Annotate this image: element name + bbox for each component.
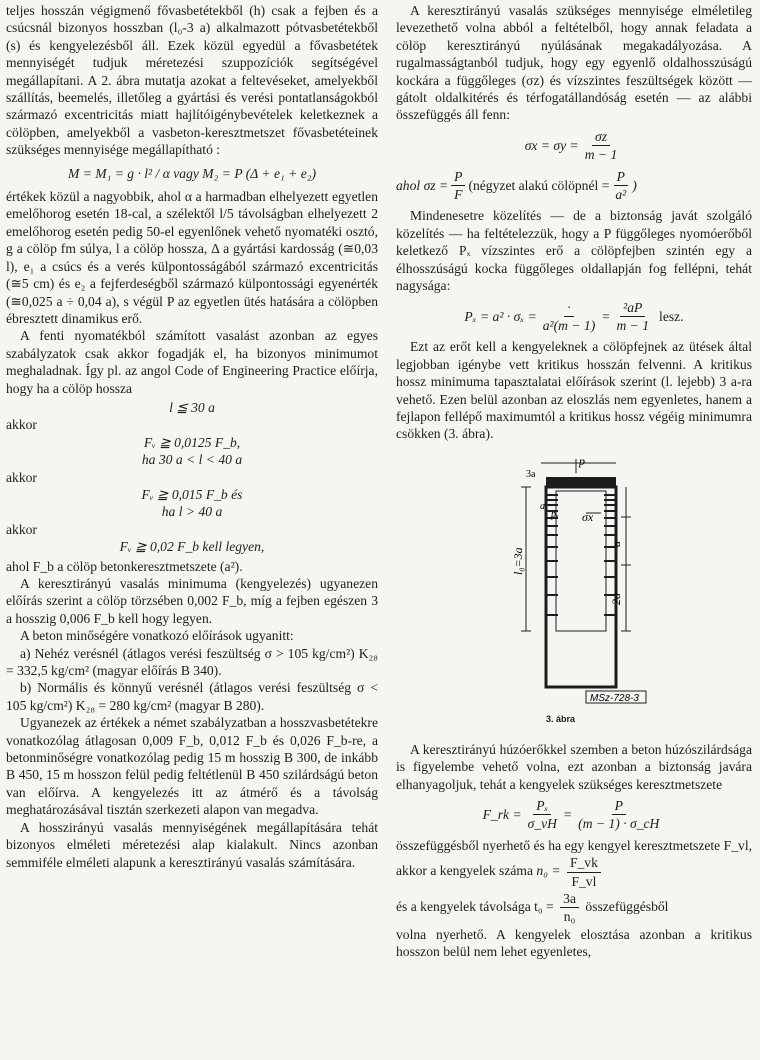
condition-formula: l ≦ 30 a — [169, 399, 215, 415]
fraction — [612, 168, 629, 204]
eq-text: σx = σy = — [524, 138, 579, 154]
akkor-label: akkor — [6, 417, 37, 433]
denominator: m − 1 — [616, 317, 650, 333]
pile-diagram — [396, 455, 752, 705]
numerator: P — [612, 797, 626, 815]
eq-text: ) — [632, 177, 637, 193]
numerator: σz — [592, 128, 610, 146]
eq-text: = — [562, 807, 573, 823]
equation-sigma-z — [396, 168, 752, 204]
paragraph — [396, 890, 752, 926]
label-a-small: a — [540, 500, 545, 512]
paragraph: Mindenesetre közelítés — de a biztonság javát szolgáló közelítés — ha feltételezzük, hogy a P függőleges nyomóerőből keletkező Pₓ vízszintes erő a cölöpfejben szintén egy a élhosszúságú kocka függőleges oldallapján fog fellépni, tehát nagysága: — [396, 208, 752, 294]
fraction — [613, 299, 652, 335]
figure-3 — [396, 455, 752, 735]
eq-text: Pₓ = a² · σₓ = — [464, 308, 537, 324]
eq-text: (négyzet alakú cölöpnél = — [468, 177, 610, 193]
right-column — [396, 2, 752, 961]
paragraph: értékek közül a nagyobbik, ahol α a harmadban elhelyezett egyetlen emelőhorog esetén 18-cal, a szélektől l/5 távolságban elhelyezett 2 emelőhorog esetén pedig 50-el egyenlőnek vehető nyomatéki osztó, g a cölöp fm súlya, l a cölöp hossza, Δ a gyártási kardosság (≅0,03 l), e₁ a csúcs és a verés külpontosságából származó excentricitás (≅5 cm) és e₂ a fejferdeségből származó külpontossági egyenérték (≅0,025 a ÷ 0,04 a), s végül P az egyetlen ütés hatására a cölöpben ébresztett dinamikus erő. — [6, 189, 378, 326]
fraction — [540, 299, 599, 335]
denominator: m − 1 — [584, 147, 618, 163]
denominator: (m − 1) · σ_cH — [578, 816, 660, 832]
equation-frk — [396, 797, 752, 833]
numerator: F_vk — [567, 854, 601, 872]
eq-text: lesz. — [659, 308, 684, 324]
akkor-label: akkor — [6, 521, 37, 537]
label-a: a — [609, 540, 623, 547]
text-run: összefüggésből nyerhető és ha egy kengyel keresztmetszete F_vl, akkor a kengyelek száma — [396, 837, 752, 879]
label-3a: 3a — [526, 468, 536, 480]
numerator: Pₓ — [533, 797, 551, 815]
fraction — [451, 168, 465, 204]
fraction — [567, 854, 601, 890]
paragraph: A keresztirányú vasalás szükséges mennyisége elméletileg levezethető volna abból a feltételből, hogy annak feladata a cölöp keresztirányú nyúlásának megakadályozása. A rugalmasságtanból tudjuk, hogy egy egyenlő oldalhosszúságú kockára a függőleges (σz) és vízszintes feszültségek között — gátolt oldalkitérés és térfogatállandóság esetén — az alábbi összefüggés áll fenn: — [396, 3, 752, 123]
equation-px — [396, 299, 752, 335]
stamp-text: MSz-728-3 — [590, 692, 639, 704]
paragraph: a) Nehéz verésnél (átlagos verési feszültség σ > 105 kg/cm²) K₂₈ = 332,5 kg/cm² (magyar előírás B 340). — [6, 645, 378, 679]
condition-formula: Fᵥ ≧ 0,0125 F_b, — [143, 434, 241, 450]
condition-formula: Fᵥ ≧ 0,015 F_b és — [141, 486, 243, 502]
paragraph: A keresztirányú vasalás minimuma (kengyelezés) ugyanezen előírás szerint a cölöp törzsében 0,002 F_b, míg a fejben egészen 3 a hosszig 0,006 F_b kell hogy legyen. — [6, 576, 378, 626]
paragraph: volna nyerhető. A kengyelek elosztása azonban a kritikus hosszon belül nem lehet egyenletes, — [396, 926, 752, 960]
denominator: n₀ — [563, 909, 576, 925]
fraction — [560, 890, 579, 926]
condition-formula: ha l > 40 a — [161, 504, 223, 520]
paragraph: A fenti nyomatékból számított vasalást azonban az egyes szabályzatok csak akkor fogadják el, ha bizonyos minimumot meghaladnak. Így pl. az angol Code of Engineering Practice előírja, hogy ha a cölöp hossza — [6, 328, 378, 396]
left-column — [6, 2, 378, 871]
paragraph: ahol F_b a cölöp betonkeresztmetszete (a²). — [6, 558, 243, 574]
paragraph: Ezt az erőt kell a kengyeleknek a cölöpfejnek az ütések által legjobban igénybe vett kritikus hosszán felvenni. A kritikus hossz minimuma tapasztalatai előírások szerint (l. lejebb) 3 a-ra vehető. Ezen belül azonban az eloszlás nem egyenletes, hanem a fejlapon fellépő maximumtól a kritikus hossz végéig minimumra csökken (3. ábra). — [396, 339, 752, 442]
paragraph: teljes hosszán végigmenő fővasbetétekből (h) csak a fejben és a csúcsnál bizonyos hosszban (l₀-3 a) alkalmazott pótvasbetétekből (s) és kengyelezésből áll. Ezek közül egyedül a fővasbetétek mennyiségét tudjuk méretezési szuppozíciók segítségével megállapítani. A 2. ábra mutatja azokat a feltevéseket, amelyekből szállítás, beemelés, illetőleg a gyártási és verési pontatlanságokból származó excentricitás miatt hajlítóigénybevételek keletkeznek a cölöpben, amelyekből a vasbeton-keresztmetszet fővasbetéteinek szükséges mennyisége megállapítható : — [6, 3, 378, 158]
text-run: n₀ = — [536, 863, 561, 879]
label-2a: 2a — [609, 592, 623, 605]
eq-text: = — [601, 308, 611, 324]
denominator: F — [454, 187, 463, 203]
numerator: 3a — [560, 890, 579, 908]
paragraph: b) Normális és könnyű verésnél (átlagos verési feszültség σ < 105 kg/cm²) K₂₈ = 280 kg/cm² (magyar B 280). — [6, 680, 378, 713]
label-p: p — [579, 454, 585, 468]
eq-text: F_rk = — [482, 807, 522, 823]
denominator: σ_vH — [527, 816, 557, 832]
condition-formula: Fᵥ ≧ 0,02 F_b kell legyen, — [119, 539, 265, 555]
paragraph: A hosszirányú vasalás mennyiségének megállapítására tehát bizonyos elméleti méretezési alap kialakult. Nincs azonban semmiféle elméleti alapunk a keresztirányú vasalás számítására. — [6, 819, 378, 870]
denominator: F_vl — [571, 873, 597, 889]
denominator: a²(m − 1) — [542, 317, 596, 333]
paragraph: A beton minőségére vonatkozó előírások ugyanitt: — [20, 628, 294, 644]
eq-text: ahol σz = — [396, 177, 449, 193]
paragraph: Ugyanezek az értékek a német szabályzatban a hosszvasbetétekre vonatkozólag átlagosan 0,009 F_b, 0,012 F_b és 0,026 F_b-re, a betonminőségre vonatkozólag pedig 15 m hosszig B 300, de inkább B 450, 15 m hosszon felül pedig feltétlenül B 450 szilárdságú beton van előírva. A kengyelezés itt az átmérő és a távolság meghatározásával tisztán szerkezeti alapon van megadva. — [6, 715, 378, 818]
fraction — [582, 128, 621, 164]
label-sigma-x: σx — [582, 509, 594, 524]
fraction — [575, 797, 662, 833]
equation-moment: M = M₁ = g · l² / α vagy M₂ = P (Δ + e₁ + e₂) — [67, 165, 317, 181]
numerator: P — [451, 168, 465, 186]
condition-formula: ha 30 a < l < 40 a — [141, 452, 243, 468]
akkor-label: akkor — [6, 469, 37, 485]
paragraph: A keresztirányú húzóerőkkel szemben a beton húzószilárdsága is figyelembe vehető volna, ezt azonban a biztonság javára elhanyagoljuk, tehát a kengyelek szükséges keresztmetszete — [396, 741, 752, 792]
numerator: P — [614, 168, 628, 186]
paragraph — [396, 837, 752, 890]
equation-sigma — [396, 128, 752, 164]
text-run: összefüggésből — [585, 899, 669, 915]
numerator: · — [564, 299, 573, 317]
denominator: a² — [615, 187, 627, 203]
figure-caption: 3. ábra — [546, 713, 576, 724]
numerator: ²aP — [620, 299, 645, 317]
condition-block — [6, 399, 378, 556]
fraction — [525, 797, 560, 833]
label-px: pₓ — [551, 508, 559, 520]
label-l0: l₀=3a — [511, 547, 525, 575]
text-run: és a kengyelek távolsága t₀ = — [396, 899, 554, 915]
